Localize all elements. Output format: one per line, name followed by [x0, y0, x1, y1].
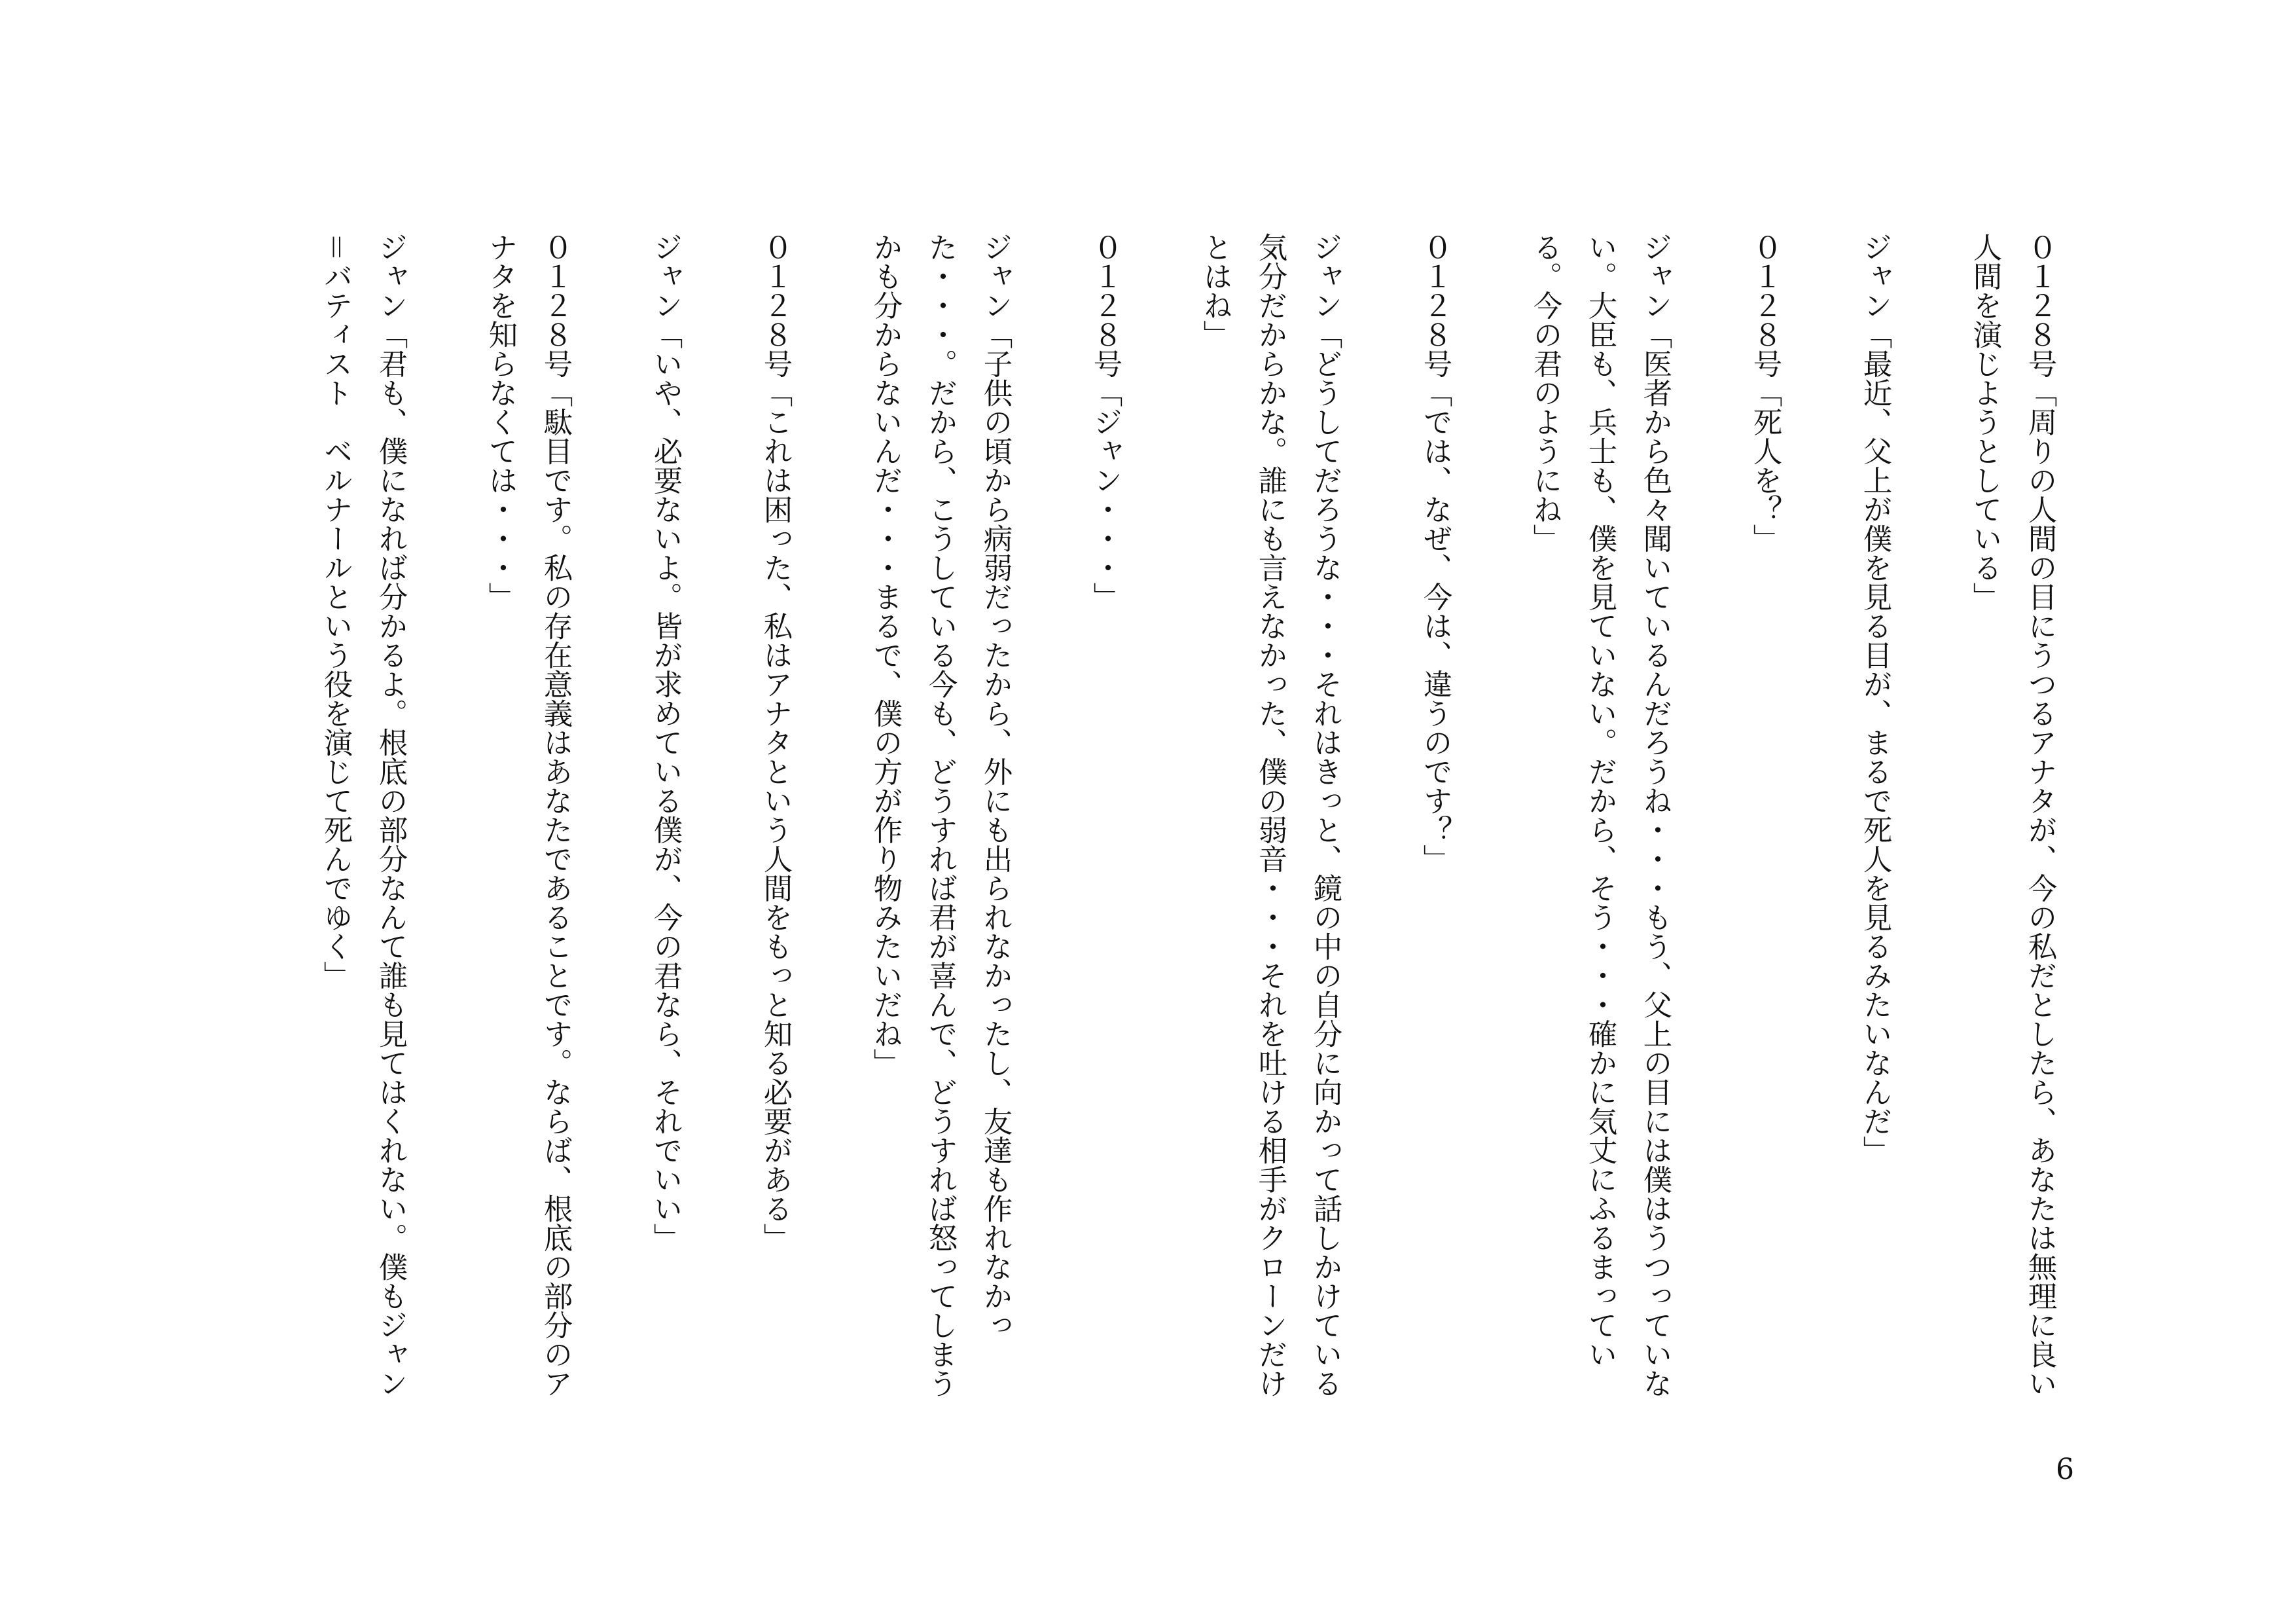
- blank-line: [583, 232, 637, 239]
- dialogue-line-02: ジャン「最近、父上が僕を見る目が、まるで死人を見るみたいなんだ」: [1858, 232, 1892, 1165]
- page-number: 6: [2056, 1453, 2074, 1486]
- dialogue-line-06: ジャン「どうしてだろうな・・・それはきっと、鏡の中の自分に向かって話しかけている気分だからかな。誰にも言えなかった、僕の弱音・・・それを吐ける相手がクローンだけとはね」: [1198, 232, 1342, 1398]
- blank-line: [1792, 232, 1847, 239]
- dialogue-line-04: ジャン「医者から色々聞いているんだろうね・・・もう、父上の目には僕はうつっていない。大臣も、兵士も、僕を見ていない。だから、そう・・・確かに気丈にふるまっている。今の君のようにね」: [1528, 232, 1672, 1398]
- blank-line: [1352, 232, 1407, 239]
- dialogue-line-05: ０１２８号「では、なぜ、今は、違うのです？」: [1418, 232, 1452, 873]
- dialogue-line-03: ０１２８号「死人を？」: [1748, 232, 1782, 553]
- blank-line: [802, 232, 857, 239]
- vertical-script-text: [308, 232, 2067, 1398]
- dialogue-line-07: ０１２８号「ジャン・・・」: [1088, 232, 1122, 611]
- dialogue-line-11: ０１２８号「駄目です。私の存在意義はあなたであることです。ならば、根底の部分のアナタを知らなくては・・・」: [484, 232, 572, 1398]
- dialogue-line-12: ジャン「君も、僕になれば分かるよ。根底の部分なんて誰も見てはくれない。僕もジャン＝バティスト ベルナールという役を演じて死んでゆく」: [319, 232, 407, 1398]
- blank-line: [1462, 232, 1517, 239]
- blank-line: [1682, 232, 1737, 239]
- dialogue-line-01: ０１２８号「周りの人間の目にうつるアナタが、今の私だとしたら、あなたは無理に良い人間を演じようとしている」: [1968, 232, 2056, 1398]
- dialogue-line-09: ０１２８号「これは困った、私はアナタという人間をもっと知る必要がある」: [759, 232, 792, 1252]
- blank-line: [418, 232, 473, 239]
- blank-line: [1902, 232, 1957, 239]
- blank-line: [692, 232, 747, 239]
- blank-line: [1022, 232, 1077, 239]
- dialogue-line-10: ジャン「いや、必要ないよ。皆が求めている僕が、今の君なら、それでいい」: [649, 232, 682, 1252]
- blank-line: [1132, 232, 1187, 239]
- dialogue-line-08: ジャン「子供の頃から病弱だったから、外にも出られなかったし、友達も作れなかった・・・。だから、こうしている今も、どうすれば君が喜んで、どうすれば怒ってしまうかも分からないんだ・・・まるで、僕の方が作り物みたいだね」: [869, 232, 1012, 1398]
